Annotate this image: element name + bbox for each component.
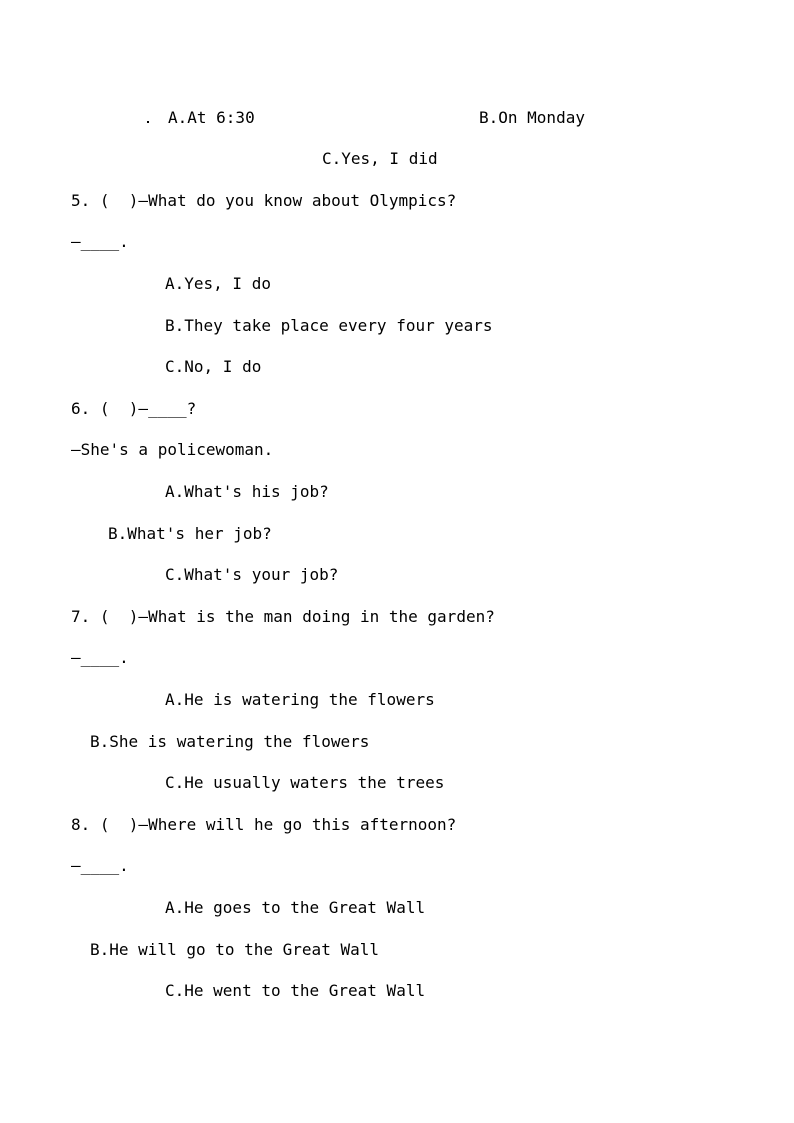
q7-option-a: A.He is watering the flowers [165, 690, 435, 709]
q4-option-c: C.Yes, I did [322, 149, 438, 168]
q5-stem: 5. ( )—What do you know about Olympics? [71, 191, 457, 210]
q6-option-c: C.What's your job? [165, 565, 339, 584]
q6-option-b: B.What's her job? [108, 524, 272, 543]
stray-mark [147, 121, 149, 123]
q8-option-b: B.He will go to the Great Wall [90, 940, 379, 959]
q6-option-a: A.What's his job? [165, 482, 329, 501]
q8-option-a: A.He goes to the Great Wall [165, 898, 426, 917]
q7-option-b: B.She is watering the flowers [90, 732, 370, 751]
q7-option-c: C.He usually waters the trees [165, 773, 445, 792]
q7-answer-blank: —____. [71, 648, 129, 667]
q4-option-b: B.On Monday [479, 108, 585, 127]
q8-option-c: C.He went to the Great Wall [165, 981, 426, 1000]
q5-option-c: C.No, I do [165, 357, 262, 376]
q7-stem: 7. ( )—What is the man doing in the garden? [71, 607, 495, 626]
q5-option-b: B.They take place every four years [165, 316, 493, 335]
q5-answer-blank: —____. [71, 232, 129, 251]
q4-option-a: A.At 6:30 [168, 108, 255, 127]
q6-response: —She's a policewoman. [71, 440, 274, 459]
q6-stem: 6. ( )—____? [71, 399, 197, 418]
q8-stem: 8. ( )—Where will he go this afternoon? [71, 815, 457, 834]
q8-answer-blank: —____. [71, 856, 129, 875]
q5-option-a: A.Yes, I do [165, 274, 271, 293]
